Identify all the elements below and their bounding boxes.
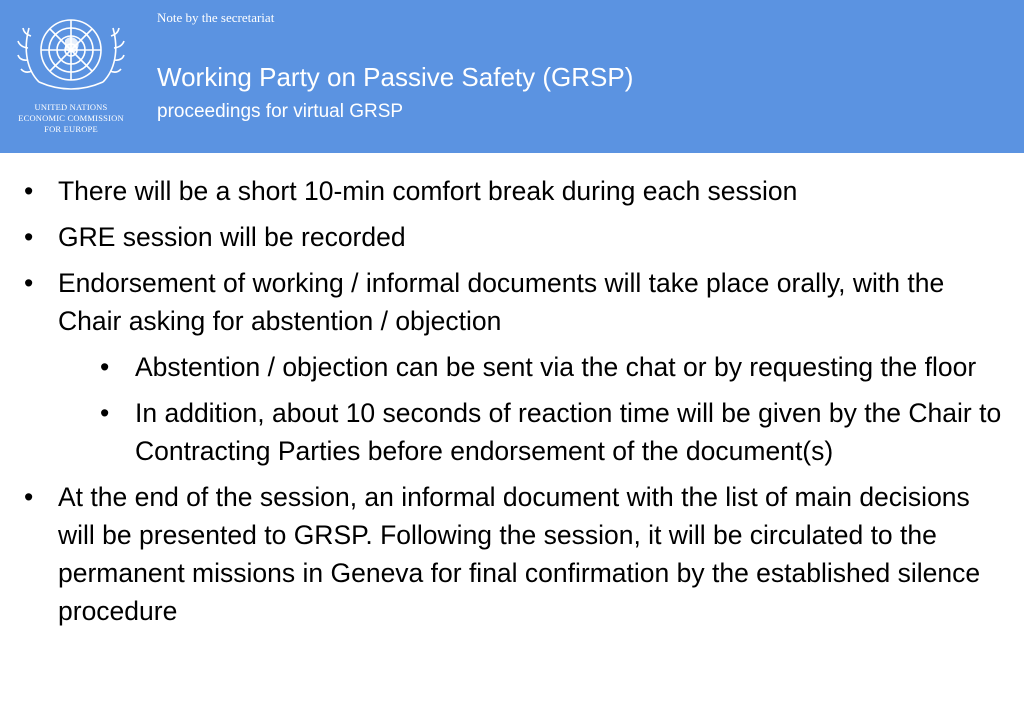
sub-bullet-item [0,394,1024,470]
un-emblem-icon [17,6,125,98]
bullet-text: Abstention / objection can be sent via the chat or by requesting the floor [135,352,977,382]
bullet-text: In addition, about 10 seconds of reaction time will be given by the Chair to Contracting Parties before endorsement of the document(s) [135,398,1002,466]
sub-bullet-item [0,348,1024,386]
logo-line-1: UNITED NATIONS [34,102,108,112]
bullet-item [0,478,1024,630]
header-note: Note by the secretariat [157,10,275,25]
bullet-text: Endorsement of working / informal documents will take place orally, with the Chair asking for abstention / objection [58,268,945,336]
page-subtitle: proceedings for virtual GRSP [157,101,404,122]
logo-line-3: FOR EUROPE [44,124,98,134]
page-title: Working Party on Passive Safety (GRSP) [157,62,634,92]
bullet-text: GRE session will be recorded [58,222,406,252]
bullet-item [0,264,1024,340]
bullet-dot-icon: • [24,176,34,206]
bullet-dot-icon: • [24,268,34,298]
unece-logo [14,6,128,136]
bullet-dot-icon: • [100,352,110,382]
bullet-list [0,172,1024,638]
bullet-item [0,218,1024,256]
logo-caption [14,102,128,135]
bullet-dot-icon: • [24,222,34,252]
bullet-text: At the end of the session, an informal document with the list of main decisions will be presented to GRSP. Following the session, it will be circulated to the permanent missions in Geneva for final confirmation by the established silence procedure [58,482,981,626]
bullet-dot-icon: • [100,398,110,428]
logo-line-2: ECONOMIC COMMISSION [18,113,124,123]
bullet-dot-icon: • [24,482,34,512]
bullet-item [0,172,1024,210]
header-banner [0,0,1024,153]
bullet-text: There will be a short 10-min comfort break during each session [58,176,798,206]
